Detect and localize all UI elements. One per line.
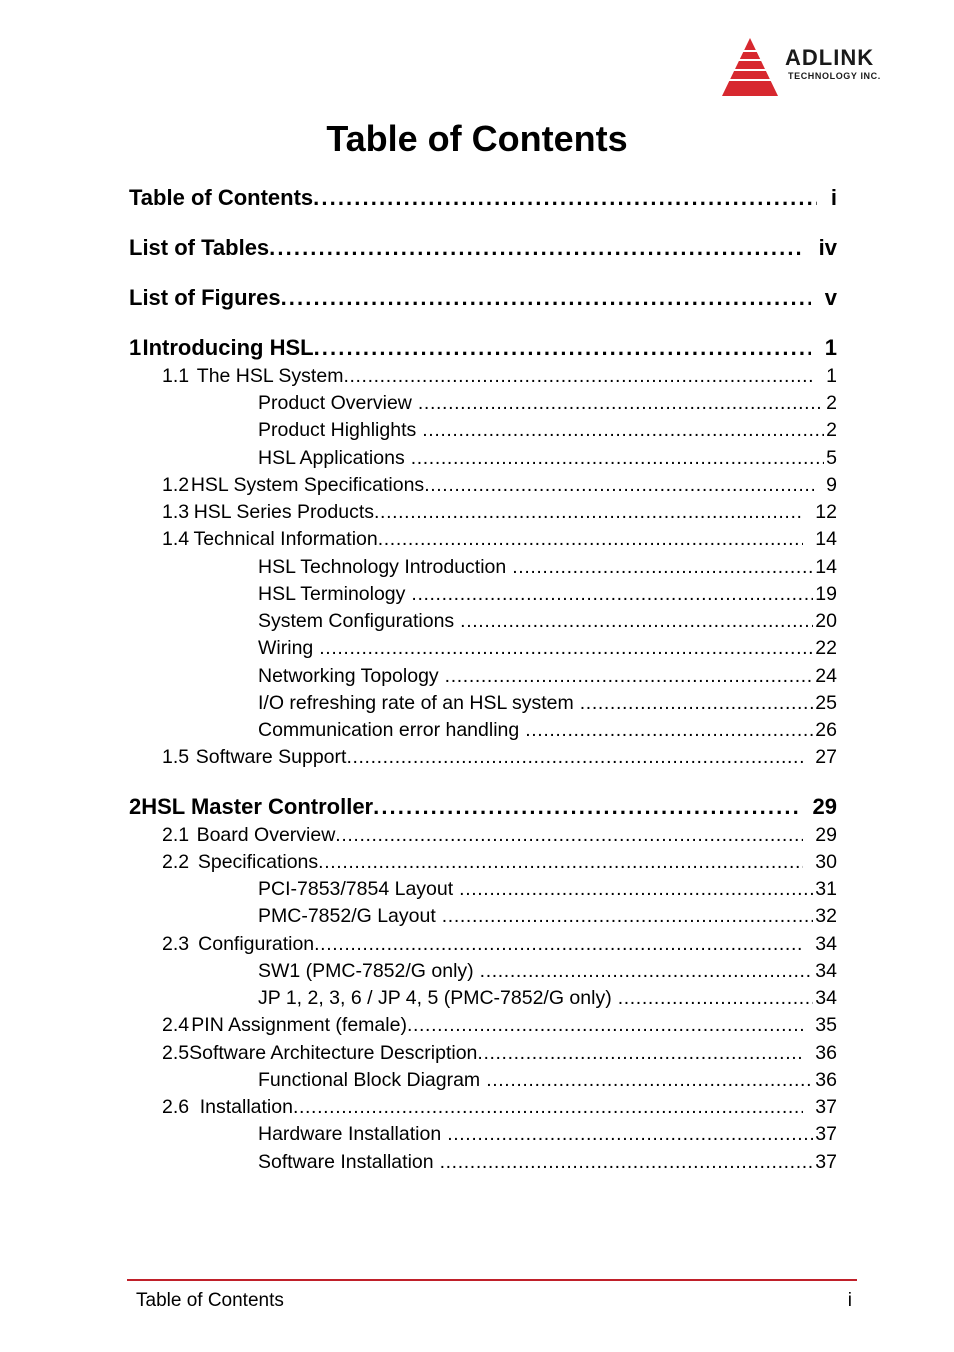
toc-entry-title: Product Highlights bbox=[258, 419, 417, 441]
toc-entry-title: SW1 (PMC-7852/G only) bbox=[258, 960, 474, 982]
toc-entry-page: 29 bbox=[815, 824, 837, 846]
toc-entry-page: 34 bbox=[815, 933, 837, 955]
toc-entry[interactable] bbox=[129, 335, 837, 365]
dot-leader bbox=[407, 1014, 803, 1037]
toc-entry-title: System Configurations bbox=[258, 610, 455, 632]
toc-entry-title: PIN Assignment (female) bbox=[191, 1014, 407, 1036]
toc-entry[interactable] bbox=[162, 824, 837, 850]
dot-leader bbox=[319, 637, 813, 660]
dot-leader bbox=[442, 905, 814, 928]
toc-entry[interactable] bbox=[162, 1014, 837, 1040]
toc-entry[interactable] bbox=[258, 1069, 837, 1095]
toc-entry[interactable] bbox=[258, 583, 837, 609]
dot-leader bbox=[424, 474, 814, 497]
toc-entry-number: 2.1 bbox=[162, 824, 190, 846]
toc-entry-title: I/O refreshing rate of an HSL system bbox=[258, 692, 574, 714]
toc-entry-title: Installation bbox=[199, 1096, 293, 1118]
toc-entry[interactable] bbox=[258, 905, 837, 931]
toc-entry-number: 1.4 bbox=[162, 528, 190, 550]
toc-entry-title: HSL Terminology bbox=[258, 583, 406, 605]
dot-leader bbox=[281, 285, 811, 311]
dot-leader bbox=[512, 556, 813, 579]
toc-entry[interactable] bbox=[129, 235, 837, 265]
toc-entry[interactable] bbox=[258, 960, 837, 986]
toc-entry[interactable] bbox=[162, 474, 837, 500]
dot-leader bbox=[480, 960, 814, 983]
toc-entry-title: Technical Information bbox=[193, 528, 378, 550]
footer-section-title: Table of Contents bbox=[136, 1290, 284, 1311]
toc-entry-page: 34 bbox=[815, 987, 837, 1009]
dot-leader bbox=[477, 1042, 803, 1065]
dot-leader bbox=[343, 365, 814, 388]
dot-leader bbox=[335, 824, 803, 847]
toc-entry-title: Table of Contents bbox=[129, 185, 314, 210]
toc-entry-page: 2 bbox=[826, 419, 837, 441]
toc-entry-title: Software Support bbox=[195, 746, 347, 768]
toc-entry[interactable] bbox=[129, 285, 837, 315]
toc-entry-title: Communication error handling bbox=[258, 719, 520, 741]
dot-leader bbox=[418, 392, 824, 415]
toc-entry-page: 31 bbox=[815, 878, 837, 900]
toc-entry-page: 37 bbox=[815, 1096, 837, 1118]
footer-page-number: i bbox=[847, 1290, 852, 1311]
toc-entry-page: 1 bbox=[826, 365, 837, 387]
toc-entry-page: 25 bbox=[815, 692, 837, 714]
dot-leader bbox=[411, 447, 824, 470]
toc-entry-title: Software Installation bbox=[258, 1151, 434, 1173]
toc-entry-number: 1.3 bbox=[162, 501, 190, 523]
toc-entry[interactable] bbox=[258, 1123, 837, 1149]
toc-entry[interactable] bbox=[162, 933, 837, 959]
toc-entry-title: Wiring bbox=[258, 637, 314, 659]
dot-leader bbox=[314, 933, 803, 956]
toc-entry[interactable] bbox=[258, 692, 837, 718]
dot-leader bbox=[460, 610, 813, 633]
toc-entry-page: 30 bbox=[815, 851, 837, 873]
toc-entry-page: 24 bbox=[815, 665, 837, 687]
toc-entry[interactable] bbox=[258, 610, 837, 636]
toc-entry[interactable] bbox=[258, 392, 837, 418]
toc-entry-number: 2.5 bbox=[162, 1042, 190, 1064]
toc-entry[interactable] bbox=[162, 851, 837, 877]
toc-entry-page: 14 bbox=[815, 528, 837, 550]
toc-entry-title: Board Overview bbox=[196, 824, 336, 846]
toc-entry-title: Networking Topology bbox=[258, 665, 439, 687]
toc-entry-page: 22 bbox=[815, 637, 837, 659]
toc-entry[interactable] bbox=[129, 185, 837, 215]
toc-entry-page: v bbox=[824, 285, 837, 310]
toc-entry-page: 35 bbox=[815, 1014, 837, 1036]
dot-leader bbox=[580, 692, 814, 715]
adlink-logo bbox=[722, 38, 912, 100]
dot-leader bbox=[525, 719, 813, 742]
toc-entry[interactable] bbox=[258, 719, 837, 745]
toc-entry-title: List of Tables bbox=[129, 235, 270, 260]
toc-entry-title: Functional Block Diagram bbox=[258, 1069, 481, 1091]
dot-leader bbox=[440, 1151, 814, 1174]
toc-entry-title: HSL Series Products bbox=[193, 501, 374, 523]
toc-entry-title: List of Figures bbox=[129, 285, 281, 310]
toc-entry-page: 26 bbox=[815, 719, 837, 741]
dot-leader bbox=[314, 335, 811, 361]
dot-leader bbox=[459, 878, 813, 901]
toc-entry-page: 37 bbox=[815, 1151, 837, 1173]
dot-leader bbox=[445, 665, 814, 688]
toc-entry-page: 1 bbox=[824, 335, 837, 360]
toc-entry-title: Specifications bbox=[197, 851, 319, 873]
toc-entry-page: 2 bbox=[826, 392, 837, 414]
toc-entry-number: 2.2 bbox=[162, 851, 190, 873]
toc-entry[interactable] bbox=[258, 878, 837, 904]
dot-leader bbox=[346, 746, 803, 769]
toc-entry-page: 9 bbox=[826, 474, 837, 496]
toc-entry[interactable] bbox=[258, 665, 837, 691]
toc-entry-number: 2.6 bbox=[162, 1096, 190, 1118]
toc-entry[interactable] bbox=[162, 1096, 837, 1122]
toc-entry[interactable] bbox=[258, 1151, 837, 1177]
toc-entry-title: PMC-7852/G Layout bbox=[258, 905, 436, 927]
toc-entry-page: i bbox=[830, 185, 837, 210]
toc-entry[interactable] bbox=[162, 746, 837, 772]
toc-entry-title: HSL Applications bbox=[258, 447, 405, 469]
toc-entry[interactable] bbox=[162, 365, 837, 391]
toc-entry-page: 27 bbox=[815, 746, 837, 768]
toc-entry-number: 1.1 bbox=[162, 365, 190, 387]
toc-entry-number: 1.2 bbox=[162, 474, 190, 496]
toc-entry-page: 36 bbox=[815, 1069, 837, 1091]
toc-entry[interactable] bbox=[258, 637, 837, 663]
toc-entry[interactable] bbox=[129, 794, 837, 824]
toc-entry-title: JP 1, 2, 3, 6 / JP 4, 5 (PMC-7852/G only) bbox=[258, 987, 612, 1009]
toc-entry-number: 2.3 bbox=[162, 933, 190, 955]
toc-entry[interactable] bbox=[162, 528, 837, 554]
dot-leader bbox=[293, 1096, 803, 1119]
dot-leader bbox=[486, 1069, 813, 1092]
toc-entry-page: 19 bbox=[815, 583, 837, 605]
adlink-pyramid-icon bbox=[722, 38, 778, 100]
dot-leader bbox=[422, 419, 824, 442]
toc-entry-number: 2 bbox=[129, 794, 142, 819]
toc-entry[interactable] bbox=[258, 556, 837, 582]
logo-subtitle: TECHNOLOGY INC. bbox=[788, 71, 881, 81]
toc-entry-page: 5 bbox=[826, 447, 837, 469]
toc-entry-page: 12 bbox=[815, 501, 837, 523]
toc-entry-page: 14 bbox=[815, 556, 837, 578]
toc-entry-page: 20 bbox=[815, 610, 837, 632]
dot-leader bbox=[618, 987, 814, 1010]
toc-entry-title: Introducing HSL bbox=[142, 335, 314, 360]
dot-leader bbox=[269, 235, 804, 261]
toc-entry-page: 32 bbox=[815, 905, 837, 927]
toc-entry[interactable] bbox=[258, 987, 837, 1013]
dot-leader bbox=[447, 1123, 813, 1146]
dot-leader bbox=[378, 528, 804, 551]
logo-name: ADLINK bbox=[785, 45, 875, 70]
toc-entry-title: HSL Master Controller bbox=[141, 794, 374, 819]
toc-entry-number: 2.4 bbox=[162, 1014, 190, 1036]
toc-entry-title: HSL System Specifications bbox=[190, 474, 425, 496]
dot-leader bbox=[373, 794, 798, 820]
toc-entry-title: Hardware Installation bbox=[258, 1123, 442, 1145]
toc-entry-number: 1 bbox=[129, 335, 142, 360]
toc-entry-title: Configuration bbox=[198, 933, 315, 955]
page-title: Table of Contents bbox=[326, 118, 628, 159]
toc-entry-page: iv bbox=[818, 235, 837, 260]
toc-entry-page: 29 bbox=[812, 794, 837, 819]
toc-entry[interactable] bbox=[258, 447, 837, 473]
toc-entry-title: Software Architecture Description bbox=[189, 1042, 478, 1064]
toc-entry[interactable] bbox=[162, 501, 837, 527]
toc-entry-title: PCI-7853/7854 Layout bbox=[258, 878, 454, 900]
toc-entry-number: 1.5 bbox=[162, 746, 190, 768]
toc-entry-title: The HSL System bbox=[196, 365, 344, 387]
toc-entry-title: Product Overview bbox=[258, 392, 412, 414]
toc-entry-page: 36 bbox=[815, 1042, 837, 1064]
toc-entry-page: 37 bbox=[815, 1123, 837, 1145]
toc-entry-title: HSL Technology Introduction bbox=[258, 556, 507, 578]
toc-entry-page: 34 bbox=[815, 960, 837, 982]
toc-entry[interactable] bbox=[162, 1042, 837, 1068]
dot-leader bbox=[374, 501, 803, 524]
footer-rule bbox=[127, 1279, 857, 1281]
dot-leader bbox=[318, 851, 803, 874]
dot-leader bbox=[411, 583, 813, 606]
toc-entry[interactable] bbox=[258, 419, 837, 445]
dot-leader bbox=[313, 185, 817, 211]
